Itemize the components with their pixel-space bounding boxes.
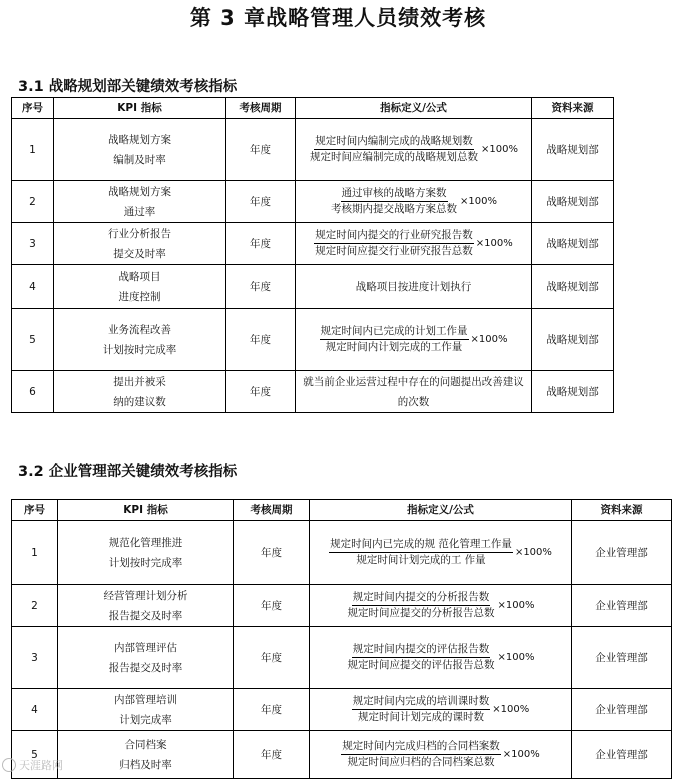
assessment-cycle: 年度 bbox=[234, 521, 310, 585]
data-source: 企业管理部 bbox=[572, 627, 672, 689]
kpi-name-line: 经营管理计划分析 bbox=[103, 589, 188, 602]
definition-formula bbox=[296, 223, 532, 265]
formula-denominator: 规定时间应提交的评估报告总数 bbox=[347, 659, 495, 671]
data-source: 企业管理部 bbox=[572, 731, 672, 779]
table-body bbox=[12, 119, 614, 413]
formula bbox=[313, 590, 568, 621]
fraction bbox=[320, 324, 469, 355]
header-definition: 指标定义/公式 bbox=[310, 500, 572, 521]
formula bbox=[313, 694, 568, 725]
assessment-cycle: 年度 bbox=[226, 309, 296, 371]
data-source: 战略规划部 bbox=[532, 309, 614, 371]
data-source: 战略规划部 bbox=[532, 181, 614, 223]
data-source: 战略规划部 bbox=[532, 119, 614, 181]
row-number: 3 bbox=[12, 627, 58, 689]
table-row bbox=[12, 309, 614, 371]
table-row bbox=[12, 689, 672, 731]
table-row bbox=[12, 371, 614, 413]
formula-denominator: 规定时间内计划完成的工作量 bbox=[325, 341, 463, 353]
formula-numerator: 规定时间内提交的评估报告数 bbox=[352, 642, 491, 658]
data-source: 企业管理部 bbox=[572, 689, 672, 731]
header-no: 序号 bbox=[12, 98, 54, 119]
definition-formula bbox=[310, 731, 572, 779]
kpi-name bbox=[54, 265, 226, 309]
formula-numerator: 规定时间内提交的行业研究报告数 bbox=[314, 228, 474, 244]
table-header-row bbox=[12, 98, 614, 119]
data-source: 战略规划部 bbox=[532, 371, 614, 413]
formula-numerator: 规定时间内完成的培训课时数 bbox=[352, 694, 491, 710]
header-cycle: 考核周期 bbox=[234, 500, 310, 521]
assessment-cycle: 年度 bbox=[234, 585, 310, 627]
table-row bbox=[12, 119, 614, 181]
formula bbox=[299, 134, 528, 165]
formula-denominator: 考核期内提交战略方案总数 bbox=[331, 203, 458, 215]
fraction bbox=[314, 228, 474, 259]
row-number: 6 bbox=[12, 371, 54, 413]
formula-multiplier: ×100% bbox=[475, 237, 513, 249]
table-row bbox=[12, 627, 672, 689]
fraction bbox=[352, 694, 491, 725]
kpi-name-line: 计划完成率 bbox=[119, 713, 172, 726]
header-no: 序号 bbox=[12, 500, 58, 521]
definition-text: 就当前企业运营过程中存在的问题提出改善建议的次数 bbox=[296, 371, 532, 413]
formula-multiplier: ×100% bbox=[497, 651, 535, 663]
formula bbox=[299, 228, 528, 259]
row-number: 1 bbox=[12, 521, 58, 585]
section-heading-enterprise: 3.2 企业管理部关键绩效考核指标 bbox=[18, 464, 238, 480]
kpi-name-line: 提交及时率 bbox=[113, 247, 166, 260]
kpi-name-line: 战略项目 bbox=[118, 270, 161, 283]
assessment-cycle: 年度 bbox=[226, 223, 296, 265]
data-source: 企业管理部 bbox=[572, 585, 672, 627]
kpi-name-line: 业务流程改善 bbox=[108, 323, 171, 336]
kpi-name bbox=[54, 181, 226, 223]
section-heading-strategy: 3.1 战略规划部关键绩效考核指标 bbox=[18, 79, 238, 95]
formula-numerator: 规定时间内编制完成的战略规划数 bbox=[314, 134, 474, 150]
kpi-name-line: 报告提交及时率 bbox=[108, 609, 183, 622]
kpi-name bbox=[58, 627, 234, 689]
definition-formula bbox=[310, 689, 572, 731]
assessment-cycle: 年度 bbox=[226, 265, 296, 309]
fraction bbox=[330, 186, 458, 217]
watermark-logo-icon bbox=[2, 758, 16, 772]
assessment-cycle: 年度 bbox=[226, 119, 296, 181]
definition-formula bbox=[310, 585, 572, 627]
kpi-name bbox=[58, 585, 234, 627]
fraction bbox=[347, 590, 496, 621]
definition-formula bbox=[296, 181, 532, 223]
header-source: 资料来源 bbox=[572, 500, 672, 521]
row-number: 2 bbox=[12, 181, 54, 223]
table-header-row bbox=[12, 500, 672, 521]
header-definition: 指标定义/公式 bbox=[296, 98, 532, 119]
kpi-name-line: 行业分析报告 bbox=[108, 227, 171, 240]
fraction bbox=[329, 537, 513, 568]
formula-denominator: 规定时间应归档的合同档案总数 bbox=[347, 756, 495, 768]
kpi-name-line: 纳的建议数 bbox=[113, 395, 166, 408]
formula bbox=[313, 642, 568, 673]
kpi-name-line: 计划按时完成率 bbox=[108, 556, 183, 569]
kpi-name bbox=[54, 371, 226, 413]
row-number: 3 bbox=[12, 223, 54, 265]
formula-denominator: 规定时间应提交行业研究报告总数 bbox=[315, 245, 473, 257]
fraction bbox=[341, 739, 501, 770]
formula bbox=[313, 537, 568, 568]
definition-formula bbox=[296, 119, 532, 181]
row-number: 5 bbox=[12, 309, 54, 371]
table-row bbox=[12, 181, 614, 223]
kpi-name bbox=[58, 521, 234, 585]
formula-multiplier: ×100% bbox=[470, 333, 508, 345]
definition-text: 战略项目按进度计划执行 bbox=[296, 265, 532, 309]
formula-multiplier: ×100% bbox=[481, 143, 518, 155]
formula bbox=[299, 324, 528, 355]
kpi-name-line: 通过率 bbox=[123, 205, 156, 218]
formula-denominator: 规定时间应提交的分析报告总数 bbox=[347, 607, 495, 619]
row-number: 1 bbox=[12, 119, 54, 181]
assessment-cycle: 年度 bbox=[234, 627, 310, 689]
data-source: 战略规划部 bbox=[532, 265, 614, 309]
row-number: 5 bbox=[12, 731, 58, 779]
kpi-name-line: 战略规划方案 bbox=[108, 133, 171, 146]
kpi-name bbox=[58, 731, 234, 779]
row-number: 2 bbox=[12, 585, 58, 627]
formula-numerator: 规定时间内完成归档的合同档案数 bbox=[341, 739, 501, 755]
row-number: 4 bbox=[12, 265, 54, 309]
watermark-text: 天涯路网 bbox=[19, 759, 63, 772]
kpi-name-line: 计划按时完成率 bbox=[102, 343, 177, 356]
table-body bbox=[12, 521, 672, 779]
row-number: 4 bbox=[12, 689, 58, 731]
kpi-name-line: 报告提交及时率 bbox=[108, 661, 183, 674]
definition-formula bbox=[296, 309, 532, 371]
formula bbox=[299, 186, 528, 217]
kpi-name-line: 提出并被采 bbox=[113, 375, 166, 388]
fraction bbox=[347, 642, 496, 673]
fraction bbox=[309, 134, 479, 165]
assessment-cycle: 年度 bbox=[234, 731, 310, 779]
definition-formula bbox=[310, 521, 572, 585]
header-source: 资料来源 bbox=[532, 98, 614, 119]
kpi-name-line: 内部管理评估 bbox=[114, 641, 177, 654]
kpi-name-line: 归档及时率 bbox=[119, 758, 172, 771]
assessment-cycle: 年度 bbox=[226, 371, 296, 413]
formula-denominator: 规定时间计划完成的工 作量 bbox=[356, 554, 486, 566]
formula-multiplier: ×100% bbox=[497, 599, 535, 611]
table-row bbox=[12, 585, 672, 627]
formula-multiplier: ×100% bbox=[502, 748, 540, 760]
kpi-name bbox=[58, 689, 234, 731]
kpi-name-line: 进度控制 bbox=[118, 290, 161, 303]
formula-multiplier: ×100% bbox=[514, 546, 552, 558]
table-row bbox=[12, 223, 614, 265]
assessment-cycle: 年度 bbox=[226, 181, 296, 223]
formula bbox=[313, 739, 568, 770]
kpi-name bbox=[54, 223, 226, 265]
kpi-name bbox=[54, 309, 226, 371]
kpi-table-strategy bbox=[11, 97, 614, 413]
kpi-name-line: 规范化管理推进 bbox=[108, 536, 183, 549]
formula-denominator: 规定时间应编制完成的战略规划总数 bbox=[310, 151, 479, 163]
definition-formula bbox=[310, 627, 572, 689]
formula-multiplier: ×100% bbox=[492, 703, 530, 715]
watermark bbox=[2, 757, 63, 773]
kpi-name bbox=[54, 119, 226, 181]
header-cycle: 考核周期 bbox=[226, 98, 296, 119]
data-source: 战略规划部 bbox=[532, 223, 614, 265]
formula-denominator: 规定时间计划完成的课时数 bbox=[358, 711, 485, 723]
kpi-name-line: 战略规划方案 bbox=[108, 185, 171, 198]
header-kpi: KPI 指标 bbox=[54, 98, 226, 119]
page-title: 第 3 章战略管理人员绩效考核 bbox=[189, 6, 487, 30]
data-source: 企业管理部 bbox=[572, 521, 672, 585]
kpi-name-line: 合同档案 bbox=[124, 738, 167, 751]
assessment-cycle: 年度 bbox=[234, 689, 310, 731]
formula-numerator: 规定时间内已完成的计划工作量 bbox=[320, 324, 469, 340]
table-row bbox=[12, 731, 672, 779]
kpi-name-line: 内部管理培训 bbox=[114, 693, 177, 706]
header-kpi: KPI 指标 bbox=[58, 500, 234, 521]
kpi-table-enterprise bbox=[11, 499, 672, 779]
table-row bbox=[12, 265, 614, 309]
formula-numerator: 规定时间内已完成的规 范化管理工作量 bbox=[329, 537, 513, 553]
table-row bbox=[12, 521, 672, 585]
formula-numerator: 规定时间内提交的分析报告数 bbox=[352, 590, 491, 606]
formula-numerator: 通过审核的战略方案数 bbox=[341, 186, 448, 202]
formula-multiplier: ×100% bbox=[460, 195, 497, 207]
kpi-name-line: 编制及时率 bbox=[113, 153, 166, 166]
